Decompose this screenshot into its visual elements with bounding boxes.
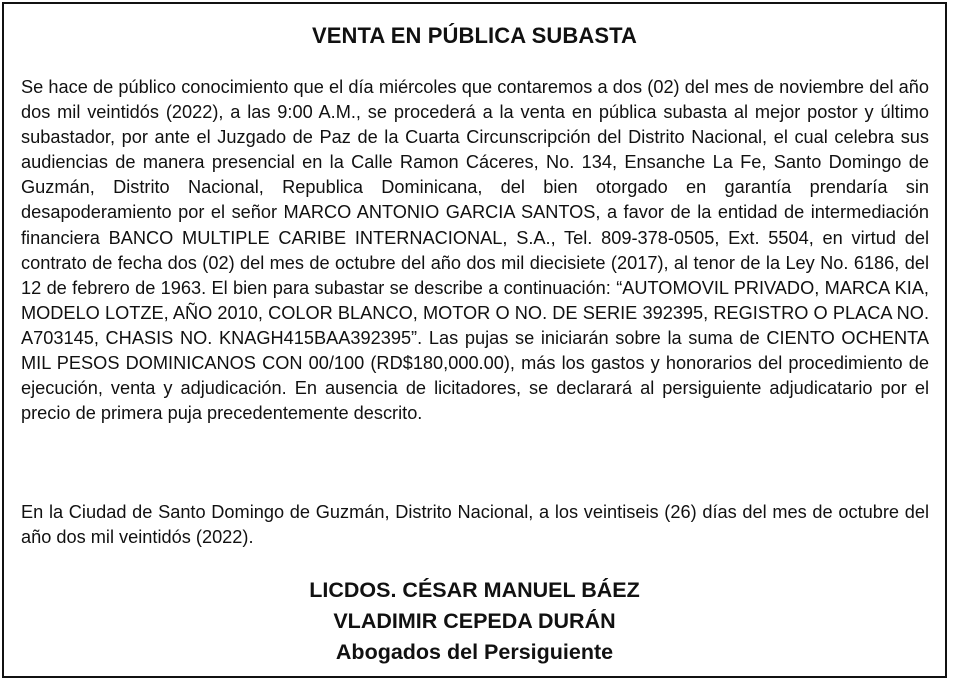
signature-names-line-2: VLADIMIR CEPEDA DURÁN (333, 609, 616, 633)
notice-body-paragraph: Se hace de público conocimiento que el día miércoles que contaremos a dos (02) del mes de noviembre del año dos mil veintidós (2022), a las 9:00 A.M., se procederá a la venta en pública subasta al mejor postor y último subastador, por ante el Juzgado de Paz de la Cuarta Circunscripción del Distrito Nacional, el cual celebra sus audiencias de manera presencial en la Calle Ramon Cáceres, No. 134, Ensanche La Fe, Santo Domingo de Guzmán, Distrito Nacional, Republica Dominicana, del bien otorgado en garantía prendaría sin desapoderamiento por el señor MARCO ANTONIO GARCIA SANTOS, a favor de la entidad de intermediación financiera BANCO MULTIPLE CARIBE INTERNACIONAL, S.A., Tel. 809-378-0505, Ext. 5504, en virtud del contrato de fecha dos (02) del mes de octubre del año dos mil diecisiete (2017), al tenor de la Ley No. 6186, del 12 de febrero de 1963. El bien para subastar se describe a continuación: “AUTOMOVIL PRIVADO, MARCA KIA, MODELO LOTZE, AÑO 2010, COLOR BLANCO, MOTOR O NO. DE SERIE 392395, REGISTRO O PLACA NO. A703145, CHASIS NO. KNAGH415BAA392395”. Las pujas se iniciarán sobre la suma de CIENTO OCHENTA MIL PESOS DOMINICANOS CON 00/100 (RD$180,000.00), más los gastos y honorarios del procedimiento de ejecución, venta y adjudicación. En ausencia de licitadores, se declarará al persiguiente adjudicatario por el precio de primera puja precedentemente descrito. (21, 77, 929, 424)
auction-notice (2, 2, 947, 678)
signature-names-line-1: LICDOS. CÉSAR MANUEL BÁEZ (309, 578, 640, 602)
notice-title: VENTA EN PÚBLICA SUBASTA (311, 23, 638, 48)
signature-role-line: Abogados del Persiguiente (335, 640, 614, 664)
notice-date-paragraph: En la Ciudad de Santo Domingo de Guzmán, Distrito Nacional, a los veintiseis (26) días del mes de octubre del año dos mil veintidós (2022). (21, 502, 929, 548)
